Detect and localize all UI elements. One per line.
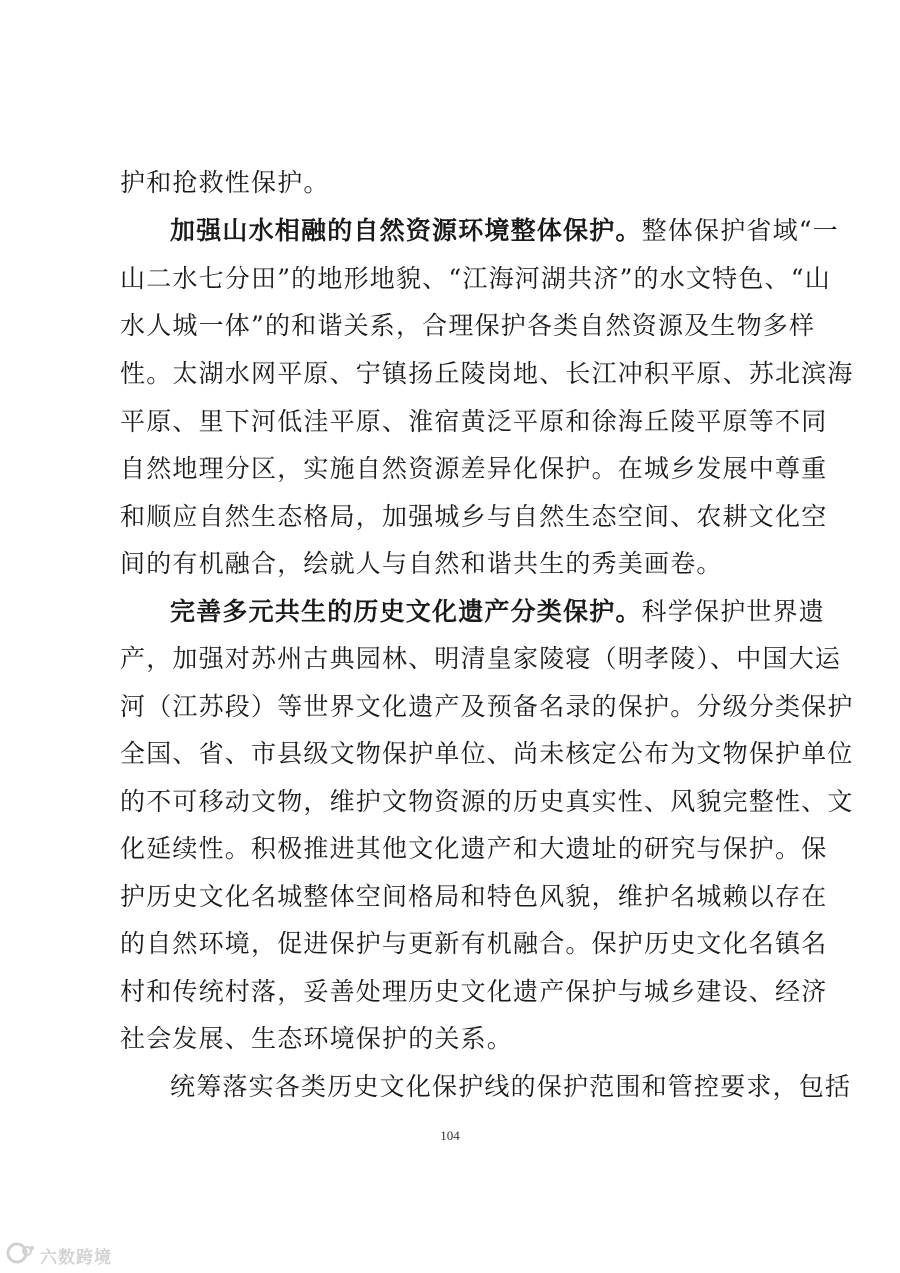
- text-line-18: 村和传统村落，妥善处理历史文化遗产保护与城乡建设、经济: [120, 977, 828, 1006]
- text-line-7: 自然地理分区，实施自然资源差异化保护。在城乡发展中尊重: [120, 454, 828, 483]
- paragraph-2-first-line: [170, 214, 839, 248]
- text-line-13: 全国、省、市县级文物保护单位、尚未核定公布为文物保护单位: [120, 739, 854, 768]
- paragraph-3-first-line: [170, 595, 826, 629]
- text-line-19: 社会发展、生态环境保护的关系。: [120, 1024, 514, 1053]
- text-line-16: 护历史文化名城整体空间格局和特色风貌，维护名城赖以存在: [120, 882, 828, 911]
- text-line-11: 产，加强对苏州古典园林、明清皇家陵寝（明孝陵）、中国大运: [120, 644, 842, 673]
- paragraph-2-lead: 整体保护省域“一: [641, 216, 839, 245]
- text-line-14: 的不可移动文物，维护文物资源的历史真实性、风貌完整性、文: [120, 787, 854, 816]
- text-line-3: 山二水七分田”的地形地貌、“江海河湖共济”的水文特色、“山: [120, 264, 831, 293]
- text-line-9: 间的有机融合，绘就人与自然和谐共生的秀美画卷。: [120, 549, 723, 578]
- text-line-5: 性。太湖水网平原、宁镇扬丘陵岗地、长江冲积平原、苏北滨海: [120, 359, 854, 388]
- watermark: [6, 1240, 112, 1270]
- text-line-4: 水人城一体”的和谐关系，合理保护各类自然资源及生物多样: [120, 311, 816, 340]
- text-line-20: 统筹落实各类历史文化保护线的保护范围和管控要求，包括: [170, 1072, 852, 1101]
- text-line-17: 的自然环境，促进保护与更新有机融合。保护历史文化名镇名: [120, 929, 828, 958]
- watermark-logo-icon: [6, 1242, 36, 1268]
- text-line-6: 平原、里下河低洼平原、淮宿黄泛平原和徐海丘陵平原等不同: [120, 407, 828, 436]
- text-line-1: 护和抢救性保护。: [120, 168, 330, 197]
- paragraph-3-heading: 完善多元共生的历史文化遗产分类保护。: [170, 597, 642, 626]
- text-line-12: 河（江苏段）等世界文化遗产及预备名录的保护。分级分类保护: [120, 692, 854, 721]
- paragraph-3-lead: 科学保护世界遗: [641, 597, 826, 626]
- watermark-text: 六数跨境: [40, 1247, 112, 1268]
- text-line-8: 和顺应自然生态格局，加强城乡与自然生态空间、农耕文化空: [120, 502, 828, 531]
- text-line-15: 化延续性。积极推进其他文化遗产和大遗址的研究与保护。保: [120, 834, 828, 863]
- page-number: 104: [440, 1128, 460, 1143]
- paragraph-2-heading: 加强山水相融的自然资源环境整体保护。: [170, 216, 642, 245]
